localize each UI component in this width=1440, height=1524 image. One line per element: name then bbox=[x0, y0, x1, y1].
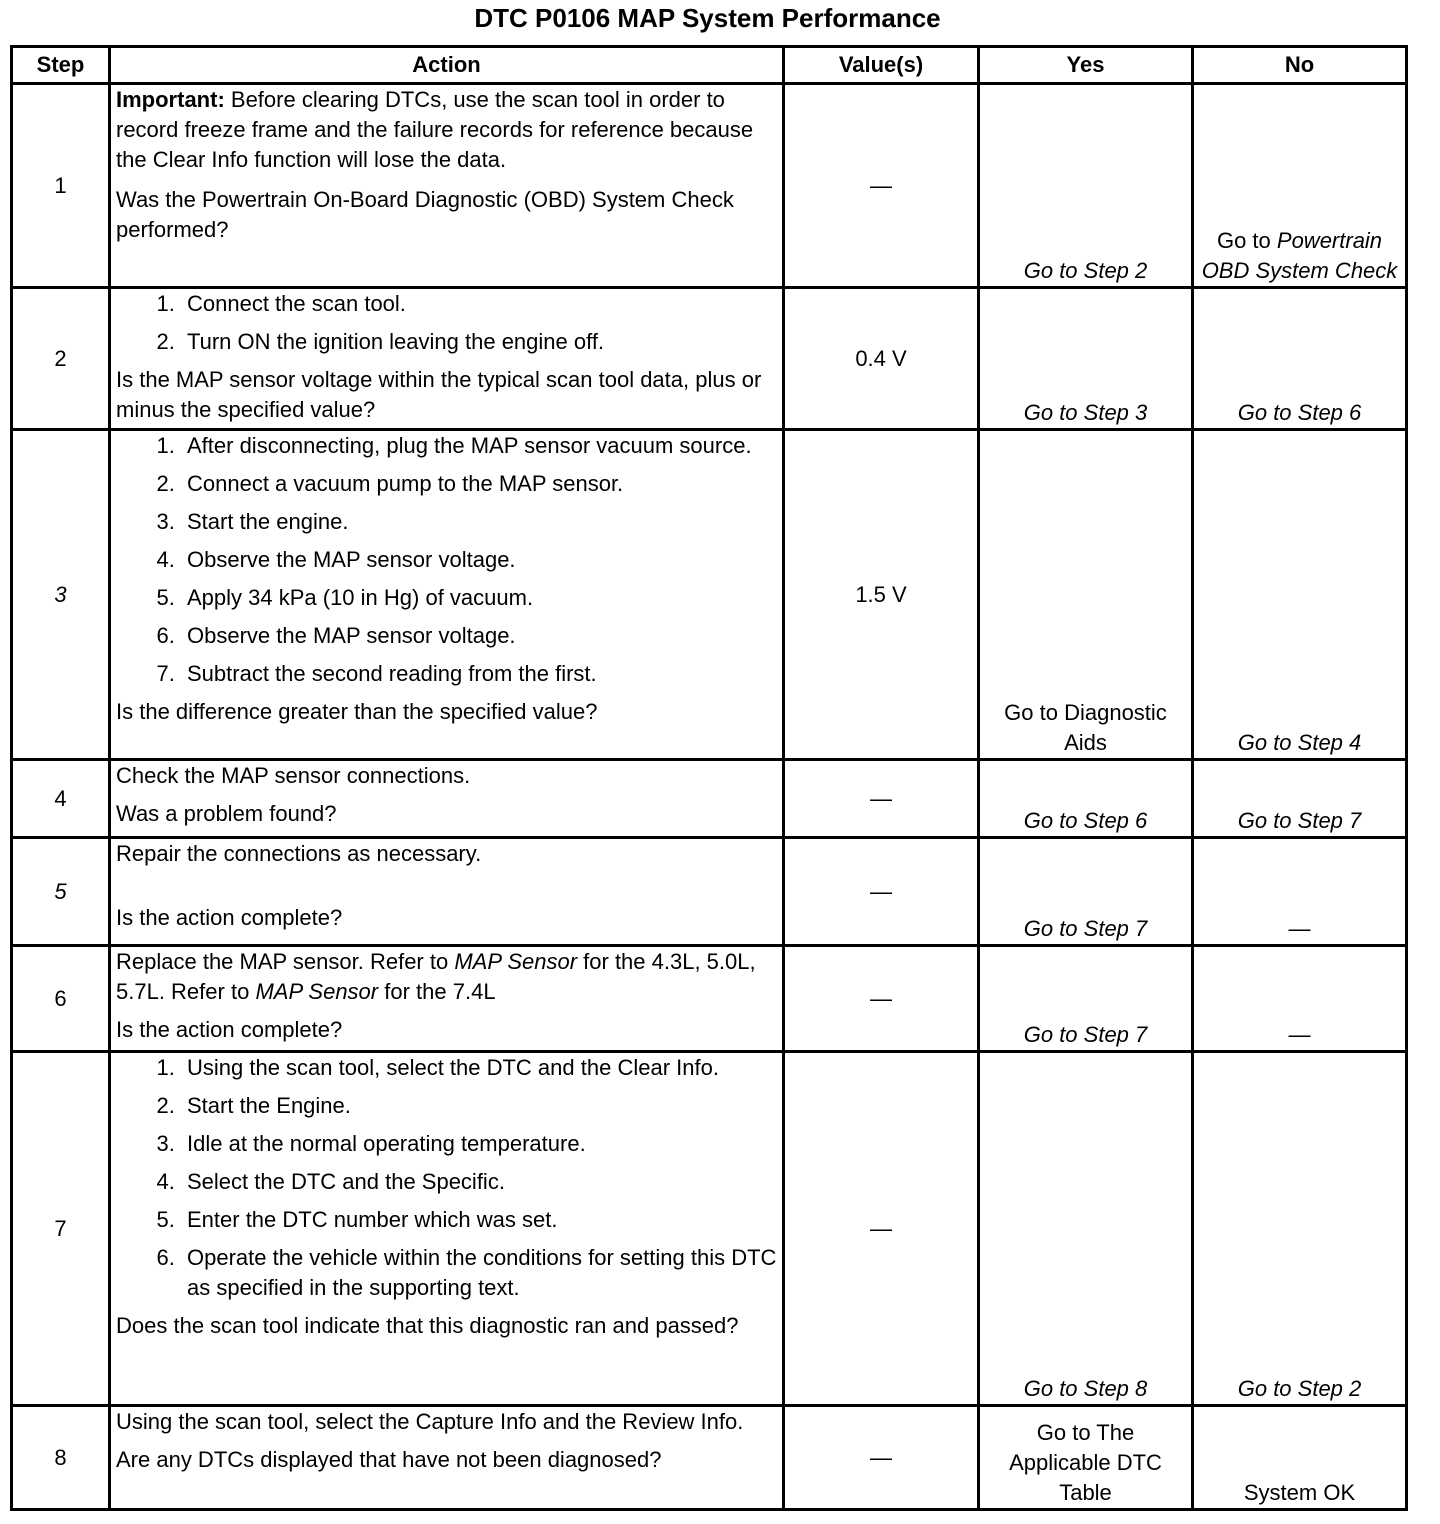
yes-link[interactable]: Go to Step 7 bbox=[1023, 916, 1148, 941]
value-cell: — bbox=[784, 838, 979, 946]
step-number: 2 bbox=[12, 288, 110, 430]
yes-link[interactable]: Go to The Applicable DTC Table bbox=[1009, 1420, 1162, 1505]
no-link[interactable]: Go to Step 4 bbox=[1237, 730, 1362, 755]
action-cell bbox=[110, 1406, 784, 1510]
action-cell bbox=[110, 838, 784, 946]
action-cell bbox=[110, 288, 784, 430]
table-header-row bbox=[12, 47, 1407, 84]
question-text: Was a problem found? bbox=[116, 801, 337, 826]
value-cell: — bbox=[784, 760, 979, 838]
action-list bbox=[116, 289, 777, 357]
list-item: 1. After disconnecting, plug the MAP sensor vacuum source. bbox=[181, 431, 777, 461]
list-item: 6. Operate the vehicle within the conditions for setting this DTC as specified in the supporting text. bbox=[181, 1243, 777, 1303]
yes-cell[interactable] bbox=[979, 1052, 1193, 1406]
value-cell: 0.4 V bbox=[784, 288, 979, 430]
list-item: 5. Apply 34 kPa (10 in Hg) of vacuum. bbox=[181, 583, 777, 613]
yes-cell[interactable] bbox=[979, 760, 1193, 838]
no-cell[interactable] bbox=[1193, 430, 1407, 760]
value-cell: — bbox=[784, 1052, 979, 1406]
no-cell: — bbox=[1193, 838, 1407, 946]
action-cell bbox=[110, 946, 784, 1052]
yes-link[interactable]: Go to Step 6 bbox=[1023, 808, 1148, 833]
list-item: 4. Observe the MAP sensor voltage. bbox=[181, 545, 777, 575]
yes-link[interactable]: Go to Step 7 bbox=[1023, 1022, 1148, 1047]
step-number: 5 bbox=[12, 838, 110, 946]
yes-cell[interactable] bbox=[979, 1406, 1193, 1510]
question-text: Was the Powertrain On-Board Diagnostic (OBD) System Check performed? bbox=[116, 187, 734, 242]
list-item: 2. Start the Engine. bbox=[181, 1091, 777, 1121]
no-link[interactable]: Powertrain OBD System Check bbox=[1201, 228, 1398, 283]
no-cell[interactable] bbox=[1193, 1052, 1407, 1406]
action-text-part: for the 4.3L, 5.0L, 5.7L. Refer to bbox=[116, 949, 756, 1004]
no-link[interactable]: Go to Step 6 bbox=[1237, 400, 1362, 425]
header-action: Action bbox=[110, 47, 784, 84]
yes-link[interactable]: Go to Step 2 bbox=[1023, 258, 1148, 283]
list-item: 3. Idle at the normal operating temperature. bbox=[181, 1129, 777, 1159]
yes-cell[interactable] bbox=[979, 84, 1193, 288]
yes-cell[interactable] bbox=[979, 288, 1193, 430]
table-row-step-4 bbox=[12, 760, 1407, 838]
action-cell bbox=[110, 84, 784, 288]
action-text: Check the MAP sensor connections. bbox=[116, 763, 471, 788]
action-text-part: for the 7.4L bbox=[384, 979, 496, 1004]
table-row-step-1 bbox=[12, 84, 1407, 288]
page-title: DTC P0106 MAP System Performance bbox=[474, 3, 941, 33]
action-text bbox=[116, 947, 777, 1007]
no-prefix: Go to bbox=[1216, 228, 1271, 253]
header-step: Step bbox=[12, 47, 110, 84]
question-text: Is the difference greater than the specified value? bbox=[116, 699, 598, 724]
action-text-part: Replace the MAP sensor. Refer to bbox=[116, 949, 449, 974]
table-row-step-3 bbox=[12, 430, 1407, 760]
no-cell: System OK bbox=[1193, 1406, 1407, 1510]
diagnostic-table bbox=[10, 45, 1408, 1511]
header-no: No bbox=[1193, 47, 1407, 84]
list-item: 4. Select the DTC and the Specific. bbox=[181, 1167, 777, 1197]
no-cell[interactable] bbox=[1193, 84, 1407, 288]
question-text: Is the action complete? bbox=[116, 905, 343, 930]
map-sensor-link[interactable]: MAP Sensor bbox=[454, 949, 578, 974]
no-cell[interactable] bbox=[1193, 760, 1407, 838]
list-item: 1. Using the scan tool, select the DTC and the Clear Info. bbox=[181, 1053, 777, 1083]
yes-cell[interactable] bbox=[979, 838, 1193, 946]
no-link[interactable]: Go to Step 2 bbox=[1237, 1376, 1362, 1401]
important-label: Important: bbox=[116, 87, 225, 112]
action-list bbox=[116, 1053, 777, 1303]
map-sensor-link[interactable]: MAP Sensor bbox=[255, 979, 379, 1004]
table-row-step-6 bbox=[12, 946, 1407, 1052]
action-text: Repair the connections as necessary. bbox=[116, 841, 482, 866]
step-number: 4 bbox=[12, 760, 110, 838]
important-note bbox=[116, 85, 777, 175]
value-cell: — bbox=[784, 946, 979, 1052]
value-cell: 1.5 V bbox=[784, 430, 979, 760]
question-text: Is the action complete? bbox=[116, 1017, 343, 1042]
question-text: Is the MAP sensor voltage within the typical scan tool data, plus or minus the specified value? bbox=[116, 367, 762, 422]
yes-link[interactable]: Go to Diagnostic Aids bbox=[1004, 700, 1167, 755]
step-number: 8 bbox=[12, 1406, 110, 1510]
list-item: 6. Observe the MAP sensor voltage. bbox=[181, 621, 777, 651]
no-link[interactable]: Go to Step 7 bbox=[1237, 808, 1362, 833]
yes-cell[interactable] bbox=[979, 430, 1193, 760]
table-row-step-5 bbox=[12, 838, 1407, 946]
yes-cell[interactable] bbox=[979, 946, 1193, 1052]
no-cell[interactable] bbox=[1193, 288, 1407, 430]
action-list bbox=[116, 431, 777, 689]
question-text: Are any DTCs displayed that have not been diagnosed? bbox=[116, 1447, 662, 1472]
value-cell: — bbox=[784, 1406, 979, 1510]
list-item: 5. Enter the DTC number which was set. bbox=[181, 1205, 777, 1235]
value-cell: — bbox=[784, 84, 979, 288]
table-row-step-7 bbox=[12, 1052, 1407, 1406]
list-item: 1. Connect the scan tool. bbox=[181, 289, 777, 319]
action-cell bbox=[110, 760, 784, 838]
no-cell: — bbox=[1193, 946, 1407, 1052]
table-row-step-2 bbox=[12, 288, 1407, 430]
header-values: Value(s) bbox=[784, 47, 979, 84]
question-text: Does the scan tool indicate that this diagnostic ran and passed? bbox=[116, 1313, 739, 1338]
yes-link[interactable]: Go to Step 3 bbox=[1023, 400, 1148, 425]
list-item: 2. Connect a vacuum pump to the MAP sensor. bbox=[181, 469, 777, 499]
action-cell bbox=[110, 1052, 784, 1406]
header-yes: Yes bbox=[979, 47, 1193, 84]
action-cell bbox=[110, 430, 784, 760]
step-number: 7 bbox=[12, 1052, 110, 1406]
step-number: 1 bbox=[12, 84, 110, 288]
step-number: 3 bbox=[12, 430, 110, 760]
list-item: 2. Turn ON the ignition leaving the engine off. bbox=[181, 327, 777, 357]
step-number: 6 bbox=[12, 946, 110, 1052]
action-text: Using the scan tool, select the Capture Info and the Review Info. bbox=[116, 1409, 744, 1434]
list-item: 3. Start the engine. bbox=[181, 507, 777, 537]
table-row-step-8 bbox=[12, 1406, 1407, 1510]
important-text: Before clearing DTCs, use the scan tool in order to record freeze frame and the failure records for reference because the Clear Info function will lose the data. bbox=[116, 87, 754, 172]
list-item: 7. Subtract the second reading from the first. bbox=[181, 659, 777, 689]
yes-link[interactable]: Go to Step 8 bbox=[1023, 1376, 1148, 1401]
